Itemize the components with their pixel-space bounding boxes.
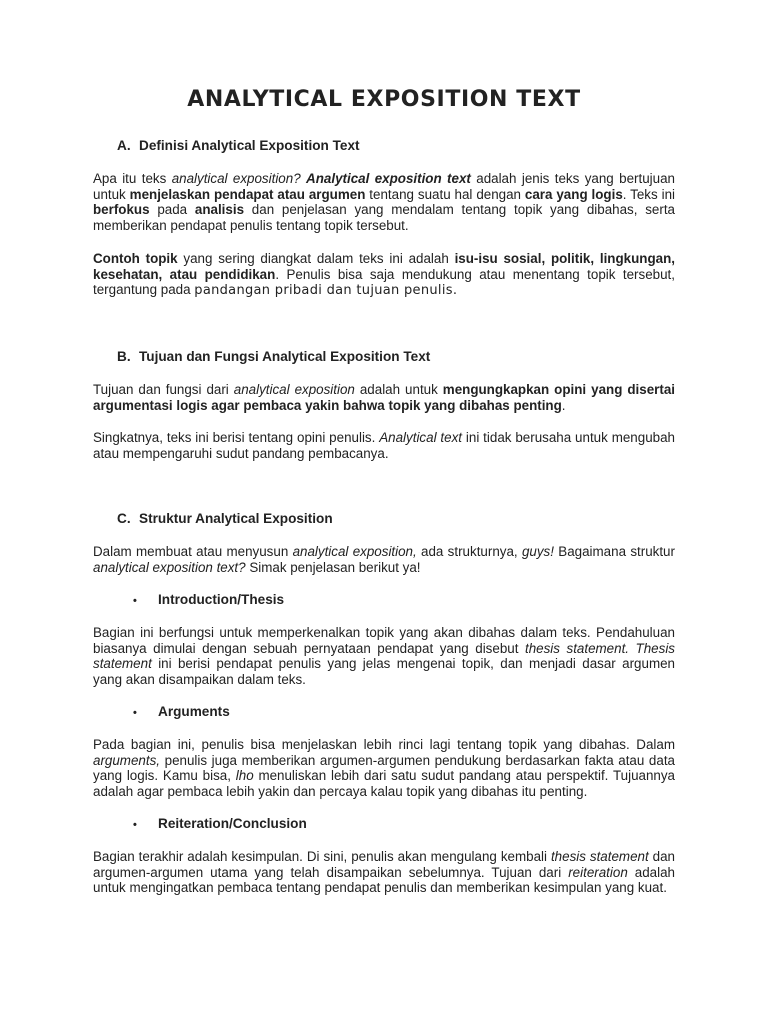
bullet-arguments [133, 704, 230, 721]
bullet-reiteration-conclusion [133, 816, 307, 833]
bullet-label: Reiteration/Conclusion [158, 816, 307, 831]
paragraph-summary: Singkatnya, teks ini berisi tentang opini penulis. Analytical text ini tidak berusaha untuk mengubah atau mempengaruhi sudut pandang pembacanya. [93, 430, 675, 461]
section-heading-a [117, 138, 360, 154]
bullet-icon: • [133, 819, 137, 831]
bullet-label: Arguments [158, 704, 230, 719]
section-heading-b [117, 349, 430, 365]
bullet-icon: • [133, 595, 137, 607]
paragraph-introduction-thesis: Bagian ini berfungsi untuk memperkenalkan topik yang akan dibahas dalam teks. Pendahuluan biasanya dimulai dengan sebuah pernyataan pendapat yang disebut thesis statement. Thesis statement ini berisi pendapat penulis yang jelas mengenai topik, dan menjadi dasar argumen yang akan disampaikan dalam teks. [93, 625, 675, 687]
bullet-label: Introduction/Thesis [158, 592, 285, 607]
section-title: Struktur Analytical Exposition [139, 511, 333, 526]
section-letter: C. [117, 511, 131, 526]
paragraph-definition: Apa itu teks analytical exposition? Analytical exposition text adalah jenis teks yang bertujuan untuk menjelaskan pendapat atau argumen tentang suatu hal dengan cara yang logis. Teks ini berfokus pada analisis dan penjelasan yang mendalam tentang topik yang dibahas, serta memberikan pendapat penulis tentang topik tersebut. [93, 171, 675, 233]
paragraph-purpose: Tujuan dan fungsi dari analytical exposition adalah untuk mengungkapkan opini yang disertai argumentasi logis agar pembaca yakin bahwa topik yang dibahas penting. [93, 382, 675, 413]
section-letter: B. [117, 349, 131, 364]
paragraph-arguments: Pada bagian ini, penulis bisa menjelaskan lebih rinci lagi tentang topik yang dibahas. Dalam arguments, penulis juga memberikan argumen-argumen pendukung berdasarkan fakta atau data yang logis. Kamu bisa, lho menuliskan lebih dari satu sudut pandang atau perspektif. Tujuannya adalah agar pembaca lebih yakin dan percaya kalau topik yang dibahas itu penting. [93, 737, 675, 799]
section-heading-c [117, 511, 333, 527]
paragraph-example-topics: Contoh topik yang sering diangkat dalam teks ini adalah isu-isu sosial, politik, lingkungan, kesehatan, atau pendidikan. Penulis bisa saja mendukung atau menentang topik tersebut, tergantung pada pandangan pribadi dan tujuan penulis. [93, 251, 675, 299]
section-title: Definisi Analytical Exposition Text [139, 138, 360, 153]
section-title: Tujuan dan Fungsi Analytical Exposition Text [139, 349, 431, 364]
paragraph-reiteration-conclusion: Bagian terakhir adalah kesimpulan. Di sini, penulis akan mengulang kembali thesis statement dan argumen-argumen utama yang telah disampaikan sebelumnya. Tujuan dari reiteration adalah untuk mengingatkan pembaca tentang pendapat penulis dan memberikan kesimpulan yang kuat. [93, 849, 676, 896]
paragraph-structure-intro: Dalam membuat atau menyusun analytical exposition, ada strukturnya, guys! Bagaimana struktur analytical exposition text? Simak penjelasan berikut ya! [93, 544, 675, 575]
bullet-icon: • [133, 707, 137, 719]
document-title: ANALYTICAL EXPOSITION TEXT [187, 87, 581, 112]
bullet-introduction-thesis [133, 592, 284, 609]
section-letter: A. [117, 138, 131, 153]
